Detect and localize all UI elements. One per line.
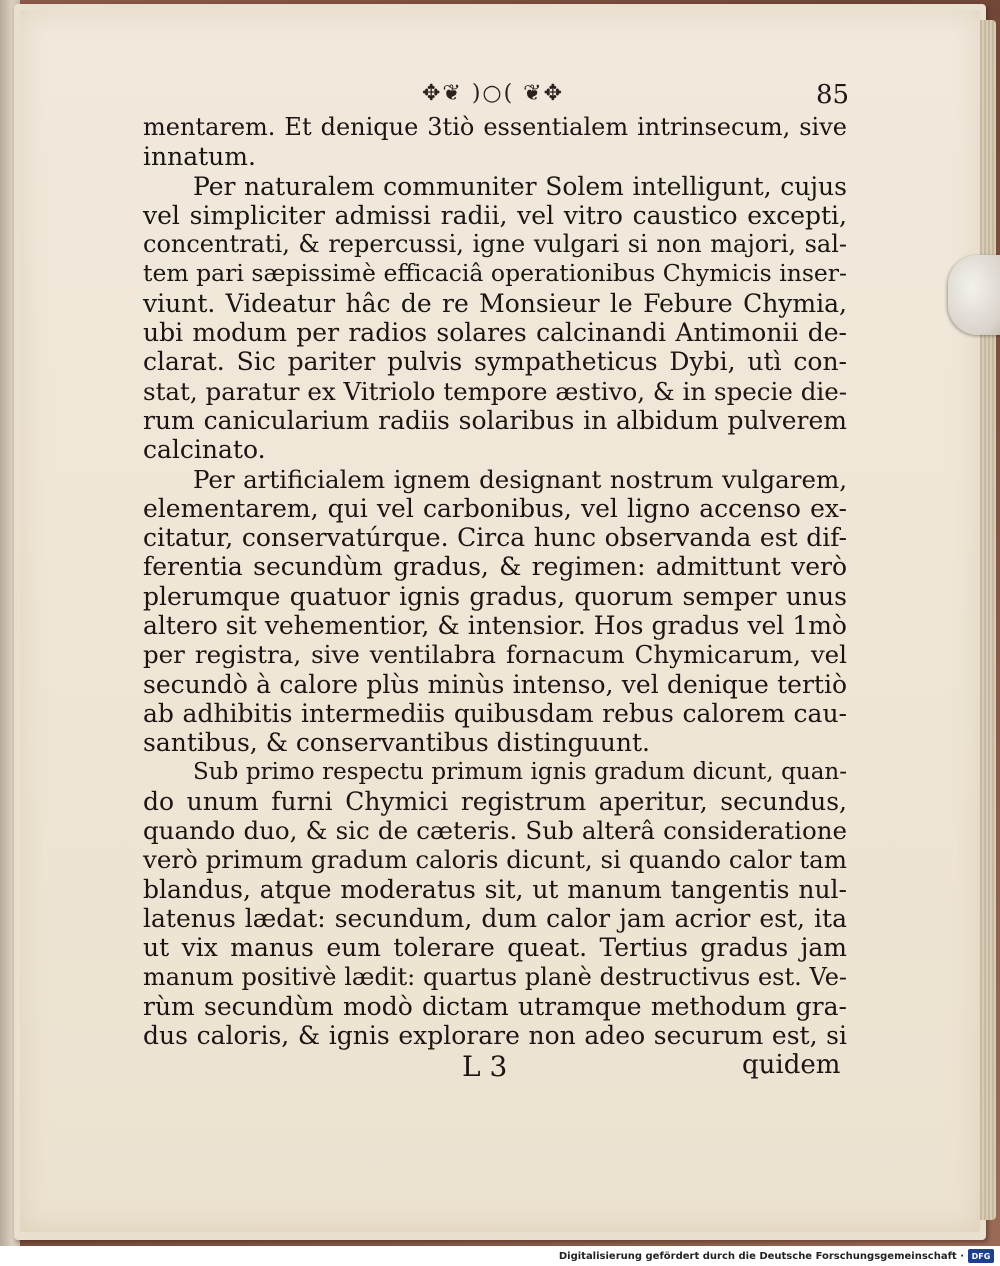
text-line: ab adhibitis intermediis quibusdam rebus calorem cau- [143, 698, 847, 728]
catchword: quidem [742, 1050, 841, 1080]
text-line: Per artificialem ignem designant nostrum vulgarem, [193, 464, 847, 494]
text-line: innatum. [143, 142, 256, 172]
text-line: rùm secundùm modò dictam utramque methodum gra- [143, 991, 847, 1021]
text-line: per registra, sive ventilabra fornacum Chymicarum, vel [143, 640, 847, 670]
text-line: do unum furni Chymici registrum aperitur, secundus, [143, 786, 847, 816]
credit-text: Digitalisierung gefördert durch die Deutsche Forschungsgemeinschaft · [558, 1250, 964, 1262]
text-line: altero sit vehementior, & intensior. Hos gradus vel 1mò [143, 611, 847, 641]
credit-bar [0, 1246, 1000, 1266]
header-ornament: ✥❦ )○( ❦✥ [421, 80, 565, 106]
text-line: ut vix manus eum tolerare queat. Tertius gradus jam [143, 933, 847, 963]
page-stack-edge [978, 20, 996, 1220]
text-line: concentrati, & repercussi, igne vulgari si non majori, sal- [143, 230, 847, 259]
text-line: santibus, & conservantibus distinguunt. [143, 728, 650, 758]
page-number: 85 [816, 80, 850, 110]
text-line: latenus lædat: secundum, dum calor jam acrior est, ita [143, 904, 847, 934]
text-line: Per naturalem communiter Solem intelligunt, cujus [193, 171, 847, 201]
dfg-logo: DFG [968, 1249, 994, 1263]
text-line: ferentia secundùm gradus, & regimen: admittunt verò [143, 552, 847, 582]
text-line: verò primum gradum caloris dicunt, si quando calor tam [143, 845, 847, 875]
text-line: rum canicularium radiis solaribus in albidum pulverem [143, 405, 847, 435]
text-line: Sub primo respectu primum ignis gradum dicunt, quan- [193, 758, 847, 785]
signature-mark: L 3 [462, 1050, 508, 1083]
text-line: blandus, atque moderatus sit, ut manum tangentis nul- [143, 874, 847, 904]
text-line: calcinato. [143, 435, 266, 465]
text-line: mentarem. Et denique 3tiò essentialem intrinsecum, sive [143, 113, 847, 141]
body-text [143, 113, 847, 1051]
text-line: plerumque quatuor ignis gradus, quorum semper unus [143, 581, 847, 611]
text-line: vel simpliciter admissi radii, vel vitro caustico excepti, [143, 200, 847, 230]
text-line: tem pari sæpissimè efficaciâ operationibus Chymicis inser- [143, 259, 847, 288]
text-line: citatur, conservatúrque. Circa hunc observanda est dif- [143, 523, 847, 553]
text-line: manum positivè lædit: quartus planè destructivus est. Ve- [143, 962, 847, 991]
text-line: viunt. Videatur hâc de re Monsieur le Febure Chymia, [143, 288, 847, 318]
text-line: stat, paratur ex Vitriolo tempore æstivo, & in specie die- [143, 376, 847, 406]
text-line: dus caloris, & ignis explorare non adeo securum est, si [143, 1021, 847, 1051]
page-clip [948, 255, 1000, 335]
text-line: secundò à calore plùs minùs intenso, vel denique tertiò [143, 669, 847, 699]
text-line: quando duo, & sic de cæteris. Sub alterâ consideratione [143, 816, 847, 846]
text-line: ubi modum per radios solares calcinandi Antimonii de- [143, 318, 847, 348]
text-line: clarat. Sic pariter pulvis sympatheticus Dybi, utì con- [143, 347, 847, 377]
text-line: elementarem, qui vel carbonibus, vel ligno accenso ex- [143, 493, 847, 523]
